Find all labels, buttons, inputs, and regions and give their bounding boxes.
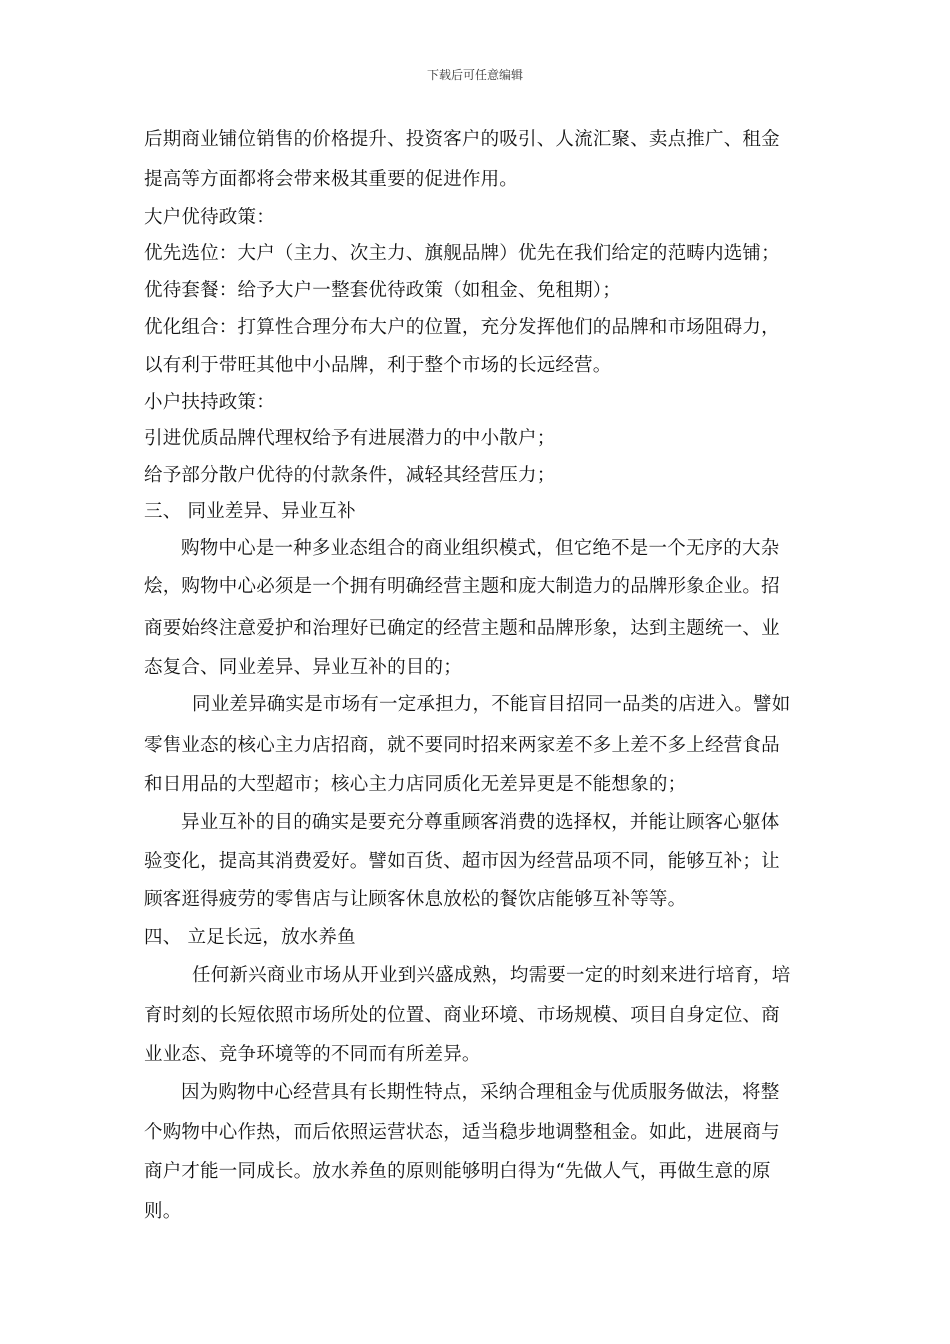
paragraph-line: 任何新兴商业市场从开业到兴盛成熟，均需要一定的时刻来进行培育，培	[192, 965, 791, 986]
text-line: 后期商业铺位销售的价格提升、投资客户的吸引、人流汇聚、卖点推广、租金	[144, 129, 780, 150]
section-label: 大户优待政策：	[144, 207, 275, 228]
paragraph-line: 烩，购物中心必须是一个拥有明确经营主题和庞大制造力的品牌形象企业。招	[144, 576, 780, 597]
section-heading: 四、 立足长远，放水养鱼	[144, 927, 356, 948]
paragraph-line: 商要始终注意爱护和治理好已确定的经营主题和品牌形象，达到主题统一、业	[144, 618, 780, 639]
page-header: 下载后可任意编辑	[426, 68, 523, 82]
paragraph-line: 零售业态的核心主力店招商，就不要同时招来两家差不多上差不多上经营食品	[144, 735, 780, 756]
paragraph-line: 异业互补的目的确实是要充分尊重顾客消费的选择权，并能让顾客心躯体	[181, 812, 780, 833]
text-line: 优化组合：打算性合理分布大户的位置，充分发挥他们的品牌和市场阻碍力，	[144, 317, 780, 338]
text-line: 优先选位：大户（主力、次主力、旗舰品牌）优先在我们给定的范畴内选铺；	[144, 243, 780, 264]
section-label: 小户扶持政策：	[144, 392, 275, 413]
text-line: 提高等方面都将会带来极其重要的促进作用。	[144, 169, 519, 190]
paragraph-line: 商户才能一同成长。放水养鱼的原则能够明白得为“先做人气，再做生意的原	[144, 1161, 771, 1182]
section-heading: 三、 同业差异、异业互补	[144, 501, 356, 522]
paragraph-line: 则。	[144, 1201, 182, 1222]
text-line: 给予部分散户优待的付款条件，减轻其经营压力；	[144, 465, 556, 486]
paragraph-line: 因为购物中心经营具有长期性特点，采纳合理租金与优质服务做法，将整	[181, 1082, 780, 1103]
paragraph-line: 验变化，提高其消费爱好。譬如百货、超市因为经营品项不同，能够互补；让	[144, 851, 780, 872]
text-line: 以有利于带旺其他中小品牌，利于整个市场的长远经营。	[144, 355, 612, 376]
paragraph-line: 购物中心是一种多业态组合的商业组织模式，但它绝不是一个无序的大杂	[181, 538, 780, 559]
paragraph-line: 个购物中心作热，而后依照运营状态，适当稳步地调整租金。如此，进展商与	[144, 1122, 780, 1143]
paragraph-line: 育时刻的长短依照市场所处的位置、商业环境、市场规模、项目自身定位、商	[144, 1005, 780, 1026]
paragraph-line: 和日用品的大型超市；核心主力店同质化无差异更是不能想象的；	[144, 774, 687, 795]
paragraph-line: 业业态、竞争环境等的不同而有所差异。	[144, 1044, 481, 1065]
paragraph-line: 态复合、同业差异、异业互补的目的；	[144, 657, 462, 678]
text-line: 引进优质品牌代理权给予有进展潜力的中小散户；	[144, 428, 556, 449]
paragraph-line: 顾客逛得疲劳的零售店与让顾客休息放松的餐饮店能够互补等等。	[144, 889, 687, 910]
text-line: 优待套餐：给予大户一整套优待政策（如租金、免租期）；	[144, 280, 621, 301]
paragraph-line: 同业差异确实是市场有一定承担力，不能盲目招同一品类的店进入。譬如	[192, 694, 791, 715]
